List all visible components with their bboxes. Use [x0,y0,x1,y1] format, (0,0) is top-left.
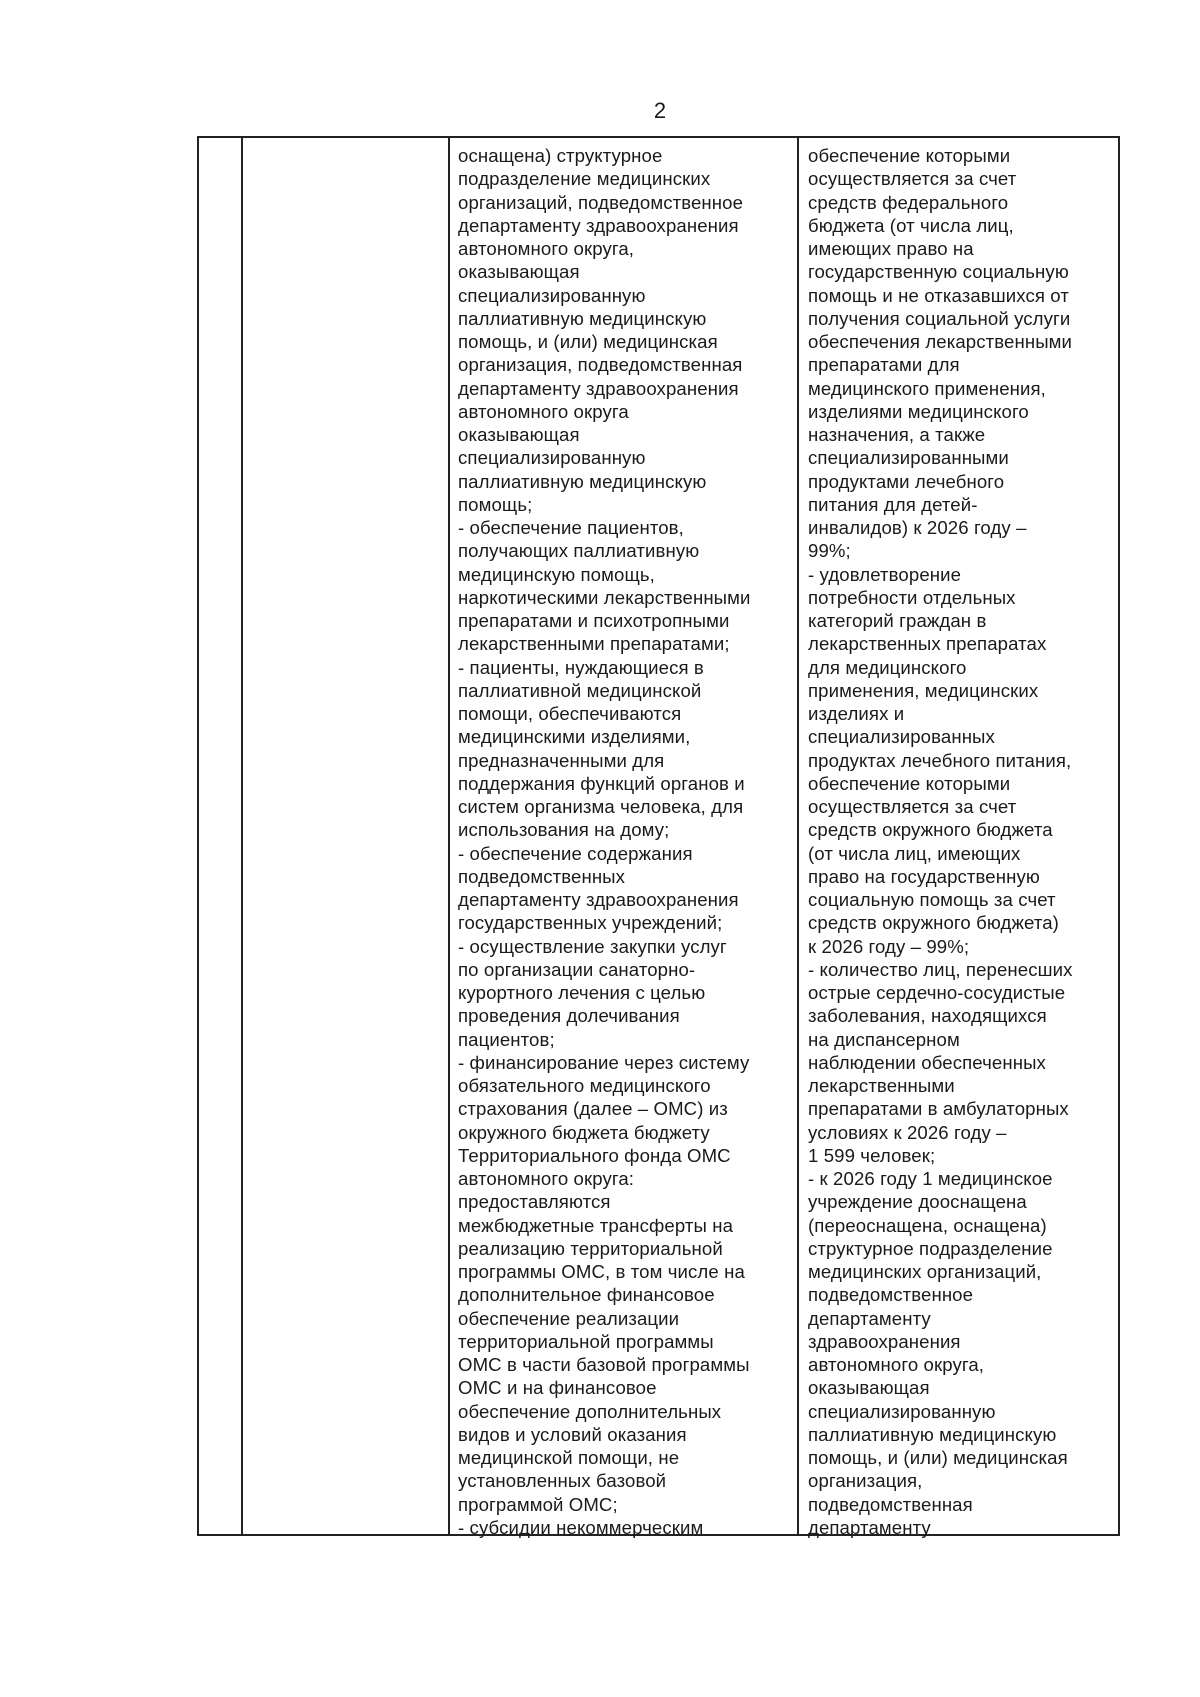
tasks-text-line: систем организма человека, для [458,796,744,817]
tasks-text-line: ОМС и на финансовое [458,1377,657,1399]
tasks-text-line: проведения долечивания [458,1005,680,1027]
indicators-text-line: социальную помощь за счет [808,889,1056,910]
tasks-text-line: департаменту здравоохранения [458,377,739,399]
tasks-text-line: использования на дому; [458,819,670,841]
indicators-text-line: заболевания, находящихся [808,1005,1047,1027]
indicators-text-line: право на государственную [808,865,1040,887]
tasks-text-line: оснащена) структурное [458,145,663,166]
indicators-text-line: здравоохранения [808,1330,961,1352]
indicators-text-line: специализированную [808,1400,996,1422]
column-divider-1 [241,138,243,1534]
indicators-text-line: инвалидов) к 2026 году – [808,517,1027,538]
indicators-text-line: острые сердечно-сосудистые [808,982,1066,1003]
tasks-text-line: страхования (далее – ОМС) из [458,1098,728,1120]
indicators-text-line: осуществляется за счет [808,168,1017,190]
tasks-text-line: медицинскую помощь, [458,563,655,585]
tasks-text-line: организаций, подведомственное [458,191,744,213]
indicators-text-line: применения, медицинских [808,679,1039,701]
tasks-text-line: помощь; [458,493,533,515]
tasks-text-line: паллиативную медицинскую [458,307,707,329]
indicators-text-line: изделиями медицинского [808,400,1029,422]
tasks-text-line: - обеспечение содержания [458,842,693,864]
tasks-text-line: дополнительное финансовое [458,1284,715,1306]
tasks-text-line: специализированную [458,447,646,469]
indicators-text-line: автономного округа, [808,1354,985,1375]
tasks-text-line: Территориального фонда ОМС [458,1144,731,1166]
indicators-text-line: 99%; [808,540,851,562]
tasks-text-line: медицинскими изделиями, [458,726,691,748]
indicators-text-line: препаратами в амбулаторных [808,1098,1069,1120]
indicators-text-line: к 2026 году – 99%; [808,935,970,957]
tasks-text-line: получающих паллиативную [458,540,700,562]
indicators-text-line: изделиях и [808,703,905,724]
tasks-text-line: лекарственными препаратами; [458,633,730,655]
indicators-text-line: осуществляется за счет [808,796,1017,817]
indicators-text-line: - удовлетворение [808,563,962,585]
tasks-text-line: программой ОМС; [458,1493,618,1515]
tasks-text-line: курортного лечения с целью [458,982,706,1003]
indicators-text-line: потребности отдельных [808,586,1016,608]
tasks-text-line: оказывающая [458,424,580,445]
tasks-text-line: организация, подведомственная [458,354,743,376]
tasks-text-line: наркотическими лекарственными [458,586,751,608]
indicators-text-line: - к 2026 году 1 медицинское [808,1168,1053,1189]
indicators-text-line: средств федерального [808,191,1009,213]
indicators-text-line: подведомственное [808,1284,974,1306]
indicators-text-line: обеспечение которыми [808,772,1011,794]
tasks-text-line: ОМС в части базовой программы [458,1354,750,1375]
tasks-column-cell [458,144,751,1539]
tasks-text-line: государственных учреждений; [458,912,723,934]
indicators-text-line: - количество лиц, перенесших [808,958,1073,980]
tasks-text-line: межбюджетные трансферты на [458,1214,734,1236]
indicators-text-line: учреждение дооснащена [808,1191,1027,1213]
tasks-text-line: поддержания функций органов и [458,772,745,794]
indicators-text-line: департаменту [808,1307,931,1329]
indicators-text-line: медицинских организаций, [808,1261,1042,1282]
indicators-text-line: паллиативную медицинскую [808,1423,1057,1445]
indicators-text-line: наблюдении обеспеченных [808,1051,1046,1073]
tasks-text-line: - финансирование через систему [458,1051,750,1073]
document-table [197,136,1120,1536]
indicators-text-line: для медицинского [808,656,967,678]
tasks-text-line: - осуществление закупки услуг [458,935,727,957]
tasks-text-line: предоставляются [458,1191,611,1213]
indicators-text-line: оказывающая [808,1377,930,1399]
indicators-text-line: (от числа лиц, имеющих [808,842,1021,864]
tasks-text-line: департаменту здравоохранения [458,889,739,910]
tasks-text-line: предназначенными для [458,749,665,771]
indicators-text-line: бюджета (от числа лиц, [808,214,1014,236]
indicators-text-line: помощь и не отказавшихся от [808,284,1069,306]
indicators-text-line: специализированными [808,447,1009,469]
tasks-text-line: видов и условий оказания [458,1423,687,1445]
tasks-text-line: препаратами и психотропными [458,610,730,631]
column-divider-2 [448,138,450,1534]
indicators-text-line: продуктах лечебного питания, [808,749,1072,771]
indicators-text-line: 1 599 человек; [808,1144,936,1166]
tasks-text-line: программы ОМС, в том числе на [458,1261,745,1282]
indicators-text-line: помощь, и (или) медицинская [808,1447,1068,1468]
tasks-text-line: паллиативной медицинской [458,679,702,701]
column-divider-3 [797,138,799,1534]
indicators-text-line: обеспечения лекарственными [808,331,1073,352]
indicators-text-line: лекарственных препаратах [808,633,1047,655]
tasks-text-line: по организации санаторно- [458,958,696,980]
indicators-text-line: препаратами для [808,354,960,376]
indicators-text-line: средств окружного бюджета [808,819,1053,841]
indicators-text-line: питания для детей- [808,493,978,515]
tasks-text-line: пациентов; [458,1028,555,1050]
indicators-text-line: получения социальной услуги [808,307,1071,329]
indicators-text-line: условиях к 2026 году – [808,1121,1007,1143]
tasks-text-line: окружного бюджета бюджету [458,1121,710,1143]
tasks-text-line: обеспечение дополнительных [458,1400,722,1422]
indicators-text-line: (переоснащена, оснащена) [808,1214,1047,1236]
tasks-text-line: медицинской помощи, не [458,1447,680,1468]
indicators-text-line: категорий граждан в [808,610,987,631]
tasks-text-line: обеспечение реализации [458,1307,680,1329]
tasks-text-line: департаменту здравоохранения [458,214,739,236]
tasks-text-line: автономного округа: [458,1168,635,1189]
indicators-text-line: назначения, а также [808,424,986,445]
indicators-text-line: средств окружного бюджета) [808,912,1059,934]
tasks-text-line: оказывающая [458,261,580,283]
tasks-text-line: помощи, обеспечиваются [458,703,682,724]
indicators-text-line: имеющих право на [808,238,974,259]
indicators-text-line: специализированных [808,726,995,748]
tasks-text-line: помощь, и (или) медицинская [458,331,718,352]
tasks-text-line: - пациенты, нуждающиеся в [458,656,704,678]
indicators-text-line: медицинского применения, [808,377,1046,399]
tasks-text-line: автономного округа [458,400,629,422]
indicators-text-line: продуктами лечебного [808,470,1005,492]
tasks-text-line: - субсидии некоммерческим [458,1516,704,1538]
indicators-text-line: лекарственными [808,1075,955,1096]
tasks-text-line: обязательного медицинского [458,1075,711,1096]
tasks-text-line: подразделение медицинских [458,168,711,190]
indicators-text-line: подведомственная [808,1493,973,1515]
indicators-text-line: организация, [808,1470,923,1492]
tasks-text-line: паллиативную медицинскую [458,470,707,492]
tasks-text-line: территориальной программы [458,1330,714,1352]
page-number: 2 [653,98,667,123]
indicators-column-cell [808,144,1073,1539]
tasks-text-line: подведомственных [458,865,626,887]
indicators-text-line: обеспечение которыми [808,145,1011,166]
tasks-text-line: автономного округа, [458,238,635,259]
tasks-text-line: специализированную [458,284,646,306]
indicators-text-line: государственную социальную [808,261,1069,283]
indicators-text-line: структурное подразделение [808,1237,1053,1259]
tasks-text-line: установленных базовой [458,1470,667,1492]
indicators-text-line: на диспансерном [808,1028,960,1050]
tasks-text-line: реализацию территориальной [458,1237,723,1259]
tasks-text-line: - обеспечение пациентов, [458,517,684,538]
indicators-text-line: департаменту [808,1516,931,1538]
